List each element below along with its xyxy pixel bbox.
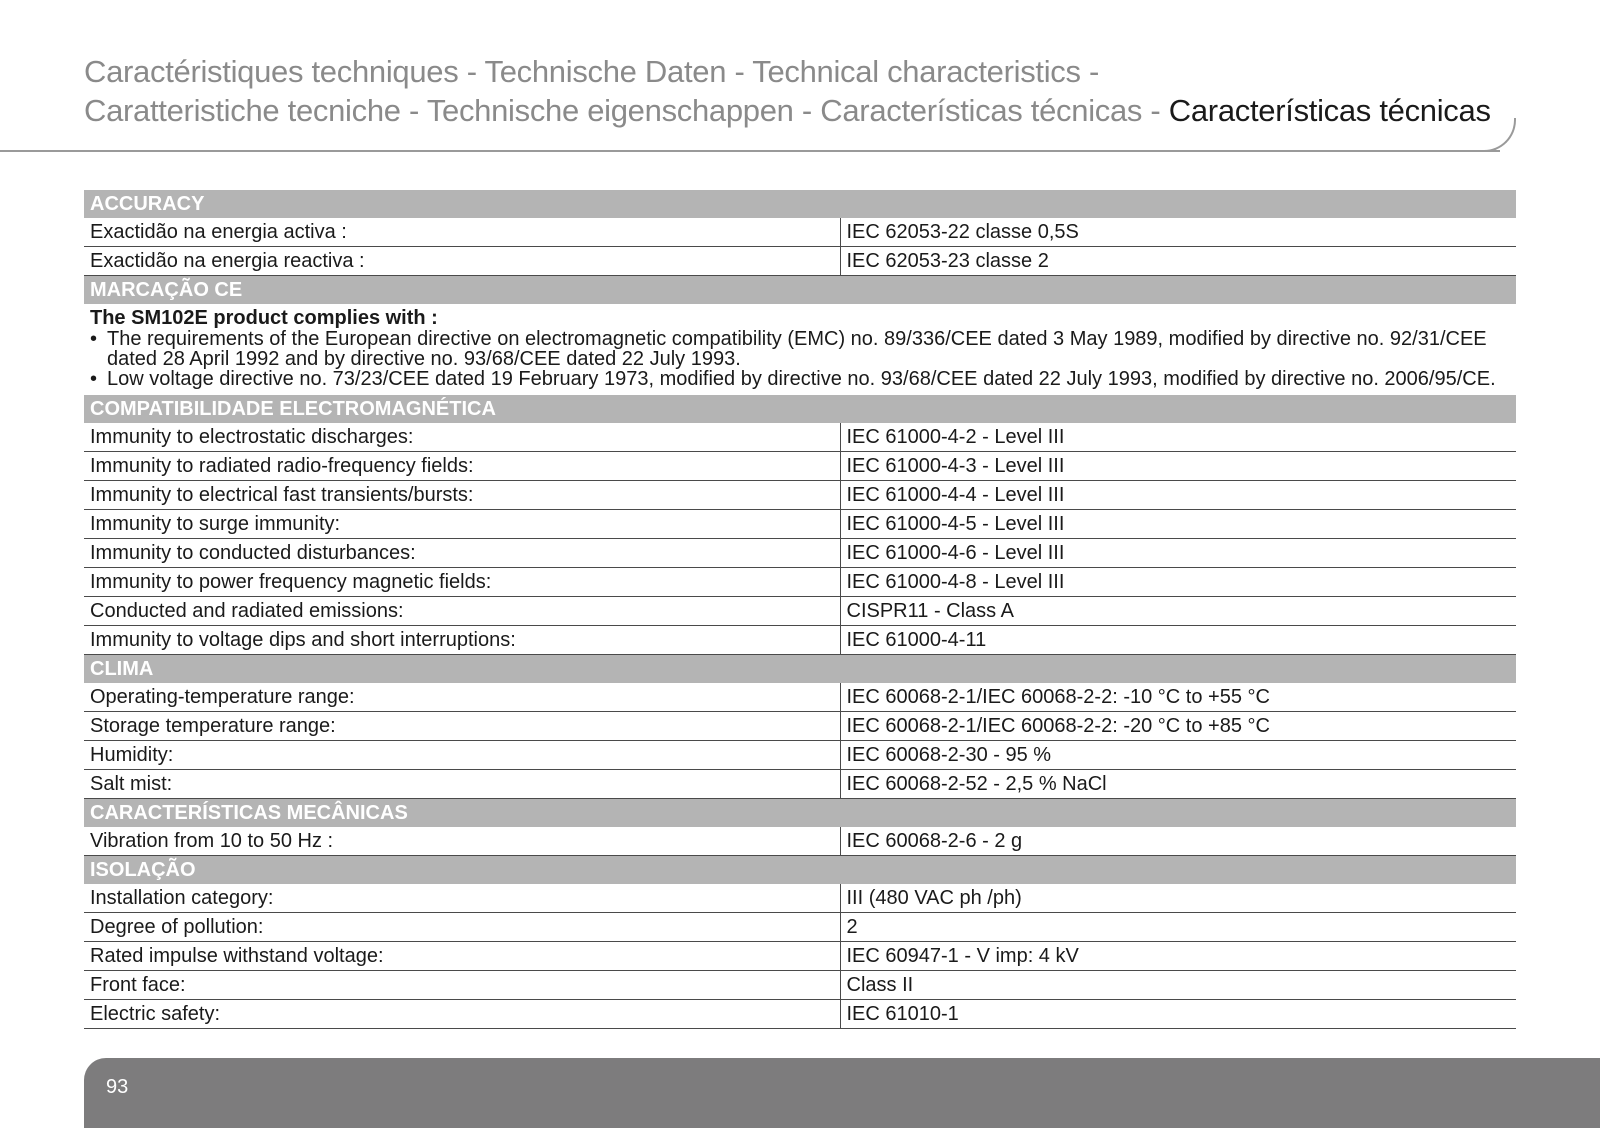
row-value: IEC 61010-1: [840, 1000, 1516, 1029]
row-label: Humidity:: [84, 741, 840, 770]
title-line-2-current-language: Características técnicas: [1168, 93, 1491, 128]
table-row: [84, 741, 1516, 770]
ce-compliance-lead: The SM102E product complies with :: [90, 307, 438, 329]
row-value: IEC 60068-2-1/IEC 60068-2-2: -10 °C to +55 °C: [840, 683, 1516, 712]
ce-bullet-low-voltage: • Low voltage directive no. 73/23/CEE dated 19 February 1973, modified by directive no. 93/68/CEE dated 22 July 1993, modified by directive no. 2006/95/CE.: [90, 369, 1510, 389]
section-header-ce-marking: MARCAÇÃO CE: [84, 276, 1516, 305]
row-label: Vibration from 10 to 50 Hz :: [84, 827, 840, 856]
table-row: [84, 971, 1516, 1000]
table-row: [84, 218, 1516, 247]
page-title: [84, 52, 1514, 130]
table-row: [84, 423, 1516, 452]
row-value: Class II: [840, 971, 1516, 1000]
table-row: [84, 913, 1516, 942]
table-row: [84, 712, 1516, 741]
table-row: [84, 597, 1516, 626]
row-label: Exactidão na energia activa :: [84, 218, 840, 247]
row-value: IEC 61000-4-3 - Level III: [840, 452, 1516, 481]
row-label: Rated impulse withstand voltage:: [84, 942, 840, 971]
row-value: IEC 61000-4-4 - Level III: [840, 481, 1516, 510]
title-underline-curve: [1480, 118, 1516, 152]
table-row: [84, 247, 1516, 276]
row-value: IEC 60068-2-6 - 2 g: [840, 827, 1516, 856]
row-label: Immunity to surge immunity:: [84, 510, 840, 539]
table-row: [84, 452, 1516, 481]
row-label: Front face:: [84, 971, 840, 1000]
specifications-table: [84, 190, 1516, 1029]
section-header-clima: CLIMA: [84, 655, 1516, 684]
row-label: Exactidão na energia reactiva :: [84, 247, 840, 276]
row-label: Installation category:: [84, 884, 840, 913]
table-row: [84, 942, 1516, 971]
row-label: Storage temperature range:: [84, 712, 840, 741]
row-label: Immunity to electrostatic discharges:: [84, 423, 840, 452]
row-label: Electric safety:: [84, 1000, 840, 1029]
table-row: [84, 626, 1516, 655]
row-value: IEC 61000-4-8 - Level III: [840, 568, 1516, 597]
row-label: Immunity to conducted disturbances:: [84, 539, 840, 568]
ce-compliance-row: [84, 304, 1516, 395]
row-label: Salt mist:: [84, 770, 840, 799]
row-value: IEC 61000-4-2 - Level III: [840, 423, 1516, 452]
row-label: Degree of pollution:: [84, 913, 840, 942]
row-label: Immunity to voltage dips and short interruptions:: [84, 626, 840, 655]
table-row: [84, 1000, 1516, 1029]
row-value: IEC 62053-22 classe 0,5S: [840, 218, 1516, 247]
row-value: IEC 60068-2-30 - 95 %: [840, 741, 1516, 770]
row-value: IEC 61000-4-6 - Level III: [840, 539, 1516, 568]
table-row: [84, 510, 1516, 539]
section-header-accuracy: ACCURACY: [84, 190, 1516, 218]
page-footer: [84, 1058, 1600, 1128]
section-header-insulation: ISOLAÇÃO: [84, 856, 1516, 885]
ce-bullet-emc: • The requirements of the European directive on electromagnetic compatibility (EMC) no. 89/336/CEE dated 3 May 1989, modified by directive no. 92/31/CEE dated 28 April 1992 and by directive no. 93/68/CEE dated 22 July 1993.: [90, 329, 1510, 369]
row-label: Immunity to power frequency magnetic fields:: [84, 568, 840, 597]
table-row: [84, 827, 1516, 856]
row-value: IEC 62053-23 classe 2: [840, 247, 1516, 276]
section-header-emc: COMPATIBILIDADE ELECTROMAGNÉTICA: [84, 395, 1516, 423]
row-label: Operating-temperature range:: [84, 683, 840, 712]
table-row: [84, 481, 1516, 510]
title-line-2-light: Caratteristiche tecniche - Technische eigenschappen - Características técnicas -: [84, 93, 1169, 128]
table-row: [84, 683, 1516, 712]
title-underline: [0, 150, 1500, 152]
page-number: 93: [106, 1076, 129, 1098]
section-header-mechanical: CARACTERÍSTICAS MECÂNICAS: [84, 799, 1516, 828]
table-row: [84, 539, 1516, 568]
row-value: IEC 60947-1 - V imp: 4 kV: [840, 942, 1516, 971]
row-value: IEC 61000-4-5 - Level III: [840, 510, 1516, 539]
row-label: Immunity to radiated radio-frequency fields:: [84, 452, 840, 481]
table-row: [84, 884, 1516, 913]
row-value: 2: [840, 913, 1516, 942]
row-value: CISPR11 - Class A: [840, 597, 1516, 626]
table-row: [84, 568, 1516, 597]
row-label: Conducted and radiated emissions:: [84, 597, 840, 626]
row-value: IEC 60068-2-1/IEC 60068-2-2: -20 °C to +85 °C: [840, 712, 1516, 741]
title-line-1: Caractéristiques techniques - Technische Daten - Technical characteristics -: [84, 54, 1100, 89]
title-line-2: [84, 91, 1514, 130]
row-value: III (480 VAC ph /ph): [840, 884, 1516, 913]
row-label: Immunity to electrical fast transients/bursts:: [84, 481, 840, 510]
row-value: IEC 60068-2-52 - 2,5 % NaCl: [840, 770, 1516, 799]
table-row: [84, 770, 1516, 799]
row-value: IEC 61000-4-11: [840, 626, 1516, 655]
